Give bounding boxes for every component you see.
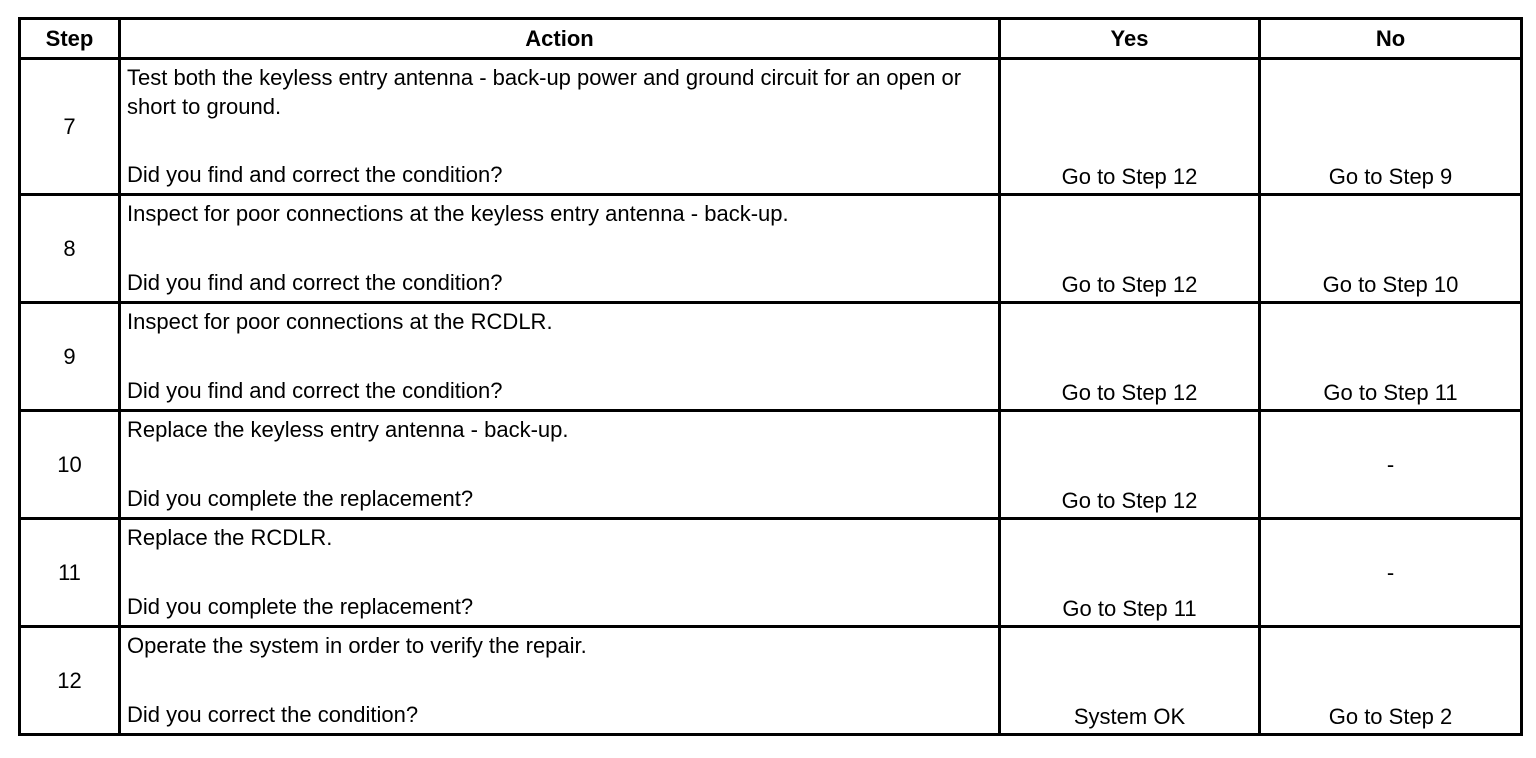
action-text: Test both the keyless entry antenna - back-up power and ground circuit for an open or short to ground. — [127, 65, 962, 119]
no-result: Go to Step 10 — [1260, 195, 1522, 303]
step-number: 12 — [20, 627, 120, 735]
action-cell — [120, 59, 1000, 195]
action-text: Operate the system in order to verify the repair. — [127, 633, 587, 658]
question-text: Did you complete the replacement? — [127, 594, 474, 619]
diagnostic-steps-table — [18, 17, 1523, 736]
step-number: 7 — [20, 59, 120, 195]
action-cell — [120, 195, 1000, 303]
no-result: Go to Step 11 — [1260, 303, 1522, 411]
question-text: Did you find and correct the condition? — [127, 378, 503, 403]
header-step: Step — [20, 19, 120, 59]
step-number: 8 — [20, 195, 120, 303]
action-text: Replace the keyless entry antenna - back-up. — [127, 417, 569, 442]
header-row — [20, 19, 1522, 59]
table-row — [20, 59, 1522, 195]
action-text: Inspect for poor connections at the keyless entry antenna - back-up. — [127, 201, 789, 226]
header-action: Action — [120, 19, 1000, 59]
table-row — [20, 195, 1522, 303]
yes-result: Go to Step 12 — [1000, 195, 1260, 303]
table-row — [20, 627, 1522, 735]
action-cell — [120, 627, 1000, 735]
no-result: Go to Step 2 — [1260, 627, 1522, 735]
action-cell — [120, 411, 1000, 519]
action-text: Inspect for poor connections at the RCDLR. — [127, 309, 553, 334]
yes-result: Go to Step 12 — [1000, 59, 1260, 195]
step-number: 11 — [20, 519, 120, 627]
question-text: Did you find and correct the condition? — [127, 270, 503, 295]
yes-result: Go to Step 12 — [1000, 411, 1260, 519]
yes-result: Go to Step 12 — [1000, 303, 1260, 411]
action-cell — [120, 303, 1000, 411]
step-number: 10 — [20, 411, 120, 519]
table-row — [20, 303, 1522, 411]
yes-result: System OK — [1000, 627, 1260, 735]
question-text: Did you correct the condition? — [127, 702, 419, 727]
no-result: Go to Step 9 — [1260, 59, 1522, 195]
question-text: Did you complete the replacement? — [127, 486, 474, 511]
step-number: 9 — [20, 303, 120, 411]
table-row — [20, 519, 1522, 627]
table-row — [20, 411, 1522, 519]
no-result: - — [1260, 411, 1522, 519]
action-cell — [120, 519, 1000, 627]
header-yes: Yes — [1000, 19, 1260, 59]
header-no: No — [1260, 19, 1522, 59]
yes-result: Go to Step 11 — [1000, 519, 1260, 627]
question-text: Did you find and correct the condition? — [127, 162, 503, 187]
action-text: Replace the RCDLR. — [127, 525, 333, 550]
no-result: - — [1260, 519, 1522, 627]
